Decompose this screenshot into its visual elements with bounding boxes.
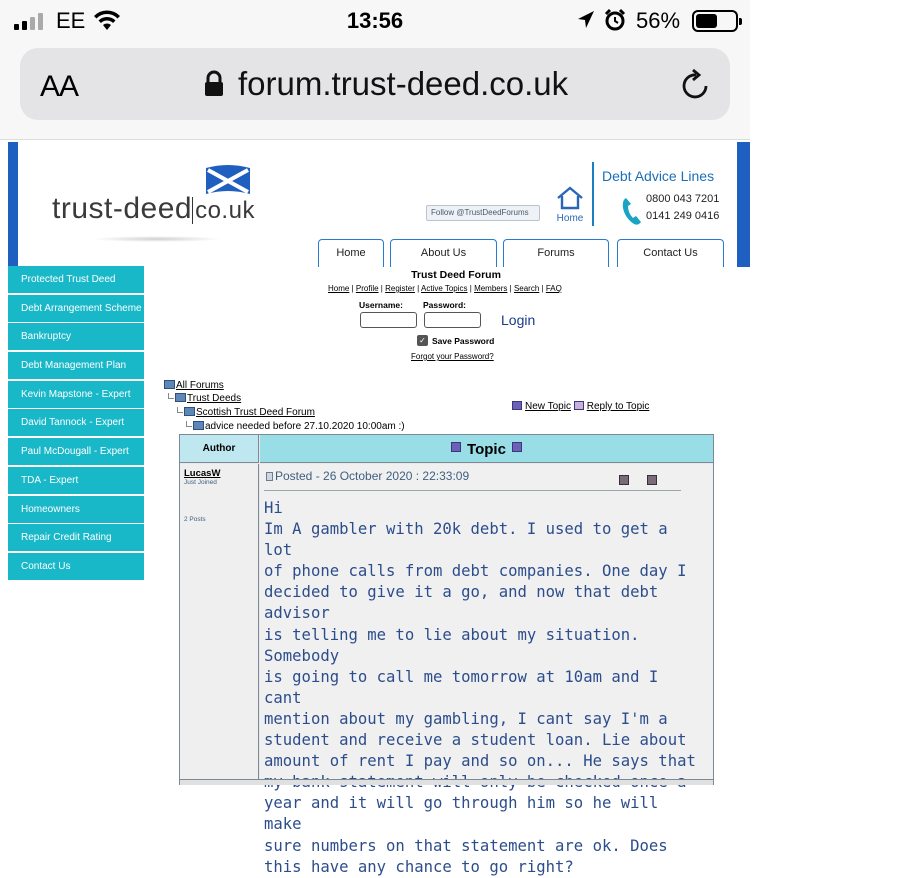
phone-icon — [622, 196, 642, 226]
forum-link-profile[interactable]: Profile — [355, 284, 379, 293]
next-topic-icon[interactable] — [512, 442, 522, 452]
post-line: sure numbers on that statement are ok. Does — [264, 836, 668, 855]
url-text[interactable]: forum.trust-deed.co.uk — [238, 65, 569, 102]
breadcrumb-trust-deeds[interactable] — [168, 393, 241, 404]
nav-about-us[interactable]: About Us — [390, 239, 497, 267]
side-menu-item[interactable]: Kevin Mapstone - Expert — [8, 381, 144, 409]
side-menu-item[interactable]: Debt Arrangement Scheme — [8, 295, 144, 323]
username-input[interactable] — [360, 312, 417, 328]
forum-link-active-topics[interactable]: Active Topics — [420, 284, 468, 293]
post-line: year and it will go through him so he will make — [264, 794, 659, 834]
side-menu-item[interactable]: Paul McDougall - Expert — [8, 438, 144, 466]
site-logo[interactable] — [52, 192, 255, 226]
nav-forums[interactable]: Forums — [503, 239, 609, 267]
location-arrow-icon — [576, 9, 596, 31]
tree-line — [168, 393, 174, 399]
home-link[interactable] — [556, 186, 584, 224]
posted-label: Posted - 26 October 2020 : 22:33:09 — [275, 469, 470, 483]
logo-text: trust-deed — [52, 192, 193, 225]
topic-header-label: Topic — [467, 441, 506, 458]
post-line: this have any chance to go right? — [264, 857, 574, 876]
post-line: decided to give it a go, and now that debt advisor — [264, 583, 659, 623]
post-divider — [264, 490, 681, 491]
header-edge-left — [8, 142, 18, 267]
post-line: mention about my gambling, I cant say I'm a — [264, 709, 668, 728]
scottish-flag-icon — [206, 164, 250, 196]
home-icon — [556, 186, 584, 210]
password-input[interactable] — [424, 312, 481, 328]
side-menu-item[interactable]: Debt Management Plan — [8, 352, 144, 380]
new-topic-icon — [512, 401, 522, 410]
alarm-icon — [603, 8, 627, 32]
save-password-checkbox[interactable]: ✓ — [417, 335, 428, 346]
forgot-password-link[interactable]: Forgot your Password? — [411, 352, 494, 361]
side-menu-item[interactable]: TDA - Expert — [8, 467, 144, 495]
post-line: student and receive a student loan. Lie about — [264, 731, 687, 750]
folder-icon — [193, 421, 204, 430]
home-icon-label: Home — [556, 213, 584, 224]
side-menu-item[interactable]: David Tannock - Expert — [8, 409, 144, 437]
phone-number-1[interactable]: 0800 043 7201 — [646, 193, 720, 205]
forum-link-home[interactable]: Home — [328, 284, 350, 293]
prev-topic-icon[interactable] — [451, 442, 461, 452]
topic-actions — [512, 401, 649, 412]
breadcrumb-scottish-forum[interactable] — [177, 407, 315, 418]
reply-to-topic-link[interactable]: Reply to Topic — [586, 401, 650, 412]
header-edge-right — [737, 142, 750, 267]
web-page — [0, 140, 750, 876]
post-body — [264, 498, 704, 878]
side-menu-item[interactable]: Protected Trust Deed — [8, 266, 144, 294]
nav-contact-us[interactable]: Contact Us — [617, 239, 724, 267]
logo-shadow — [92, 236, 222, 242]
twitter-follow-button[interactable]: Follow @TrustDeedForums — [426, 205, 540, 221]
forum-link-search[interactable]: Search — [513, 284, 540, 293]
debt-advice-lines — [592, 162, 737, 226]
reader-options-button[interactable]: AA — [40, 70, 79, 103]
debt-lines-title: Debt Advice Lines — [602, 168, 715, 184]
author-name[interactable]: LucasW — [184, 468, 221, 479]
browser-toolbar — [0, 40, 750, 140]
forum-title: Trust Deed Forum — [411, 269, 501, 281]
folder-icon — [184, 407, 195, 416]
side-menu — [8, 266, 144, 582]
tree-line — [177, 407, 183, 413]
breadcrumb-label: Scottish Trust Deed Forum — [196, 407, 315, 418]
folder-icon — [175, 393, 186, 402]
tree-line — [186, 421, 192, 427]
clock: 13:56 — [346, 8, 404, 33]
nav-home[interactable]: Home — [318, 239, 384, 267]
profile-icon[interactable] — [619, 475, 629, 485]
battery-icon — [692, 10, 738, 32]
author-column-header: Author — [180, 435, 259, 463]
phone-number-2[interactable]: 0141 249 0416 — [646, 210, 720, 222]
post-tools — [619, 472, 675, 490]
post-line: Im A gambler with 20k debt. I used to get a lot — [264, 520, 668, 560]
breadcrumb-label: advice needed before 27.10.2020 10:00am :) — [205, 421, 405, 432]
author-role: Just Joined — [184, 479, 217, 486]
post-cell — [260, 464, 713, 876]
login-button[interactable]: Login — [501, 312, 536, 328]
username-label: Username: — [359, 300, 403, 310]
folder-icon — [164, 380, 175, 389]
breadcrumb-all-forums[interactable] — [164, 380, 224, 391]
new-topic-link[interactable]: New Topic — [525, 401, 571, 412]
topic-column-header — [260, 435, 713, 463]
battery-percent: 56% — [636, 8, 681, 33]
breadcrumb-current-topic — [186, 421, 405, 432]
quote-icon[interactable] — [647, 475, 657, 485]
breadcrumb-label: Trust Deeds — [187, 393, 242, 404]
post-line: is going to call me tomorrow at 10am and I cant — [264, 667, 659, 707]
post-icon — [266, 472, 273, 481]
side-menu-item[interactable]: Contact Us — [8, 553, 144, 581]
carrier-label: EE — [56, 8, 86, 33]
forum-links: Home | Profile | Register | Active Topics | Members | Search | FAQ — [328, 284, 562, 293]
reply-icon — [574, 401, 584, 410]
post-line: of phone calls from debt companies. One day I — [264, 562, 687, 581]
posts-table — [179, 434, 714, 876]
post-line: amount of rent I pay and so on... He says that — [264, 752, 696, 771]
side-menu-item[interactable]: Repair Credit Rating — [8, 524, 144, 552]
post-timestamp — [266, 469, 469, 483]
author-cell — [180, 464, 259, 779]
next-post-row — [180, 779, 713, 785]
side-menu-item[interactable]: Bankruptcy — [8, 323, 144, 351]
forum-link-faq[interactable]: FAQ — [545, 284, 562, 293]
password-label: Password: — [423, 300, 466, 310]
post-line: is telling me to lie about my situation. Somebody — [264, 625, 640, 665]
author-post-count: 2 Posts — [184, 516, 206, 523]
logo-suffix: co.uk — [192, 197, 255, 224]
address-bar[interactable] — [20, 48, 730, 120]
forum-link-register[interactable]: Register — [385, 284, 415, 293]
breadcrumb-label: All Forums — [176, 380, 224, 391]
forum-link-members[interactable]: Members — [474, 284, 508, 293]
save-password-label: Save Password — [432, 336, 495, 346]
side-menu-item[interactable]: Homeowners — [8, 496, 144, 524]
status-bar — [0, 0, 750, 40]
reload-icon[interactable] — [680, 68, 712, 102]
post-line: Hi — [264, 499, 283, 517]
lock-icon — [203, 70, 225, 98]
